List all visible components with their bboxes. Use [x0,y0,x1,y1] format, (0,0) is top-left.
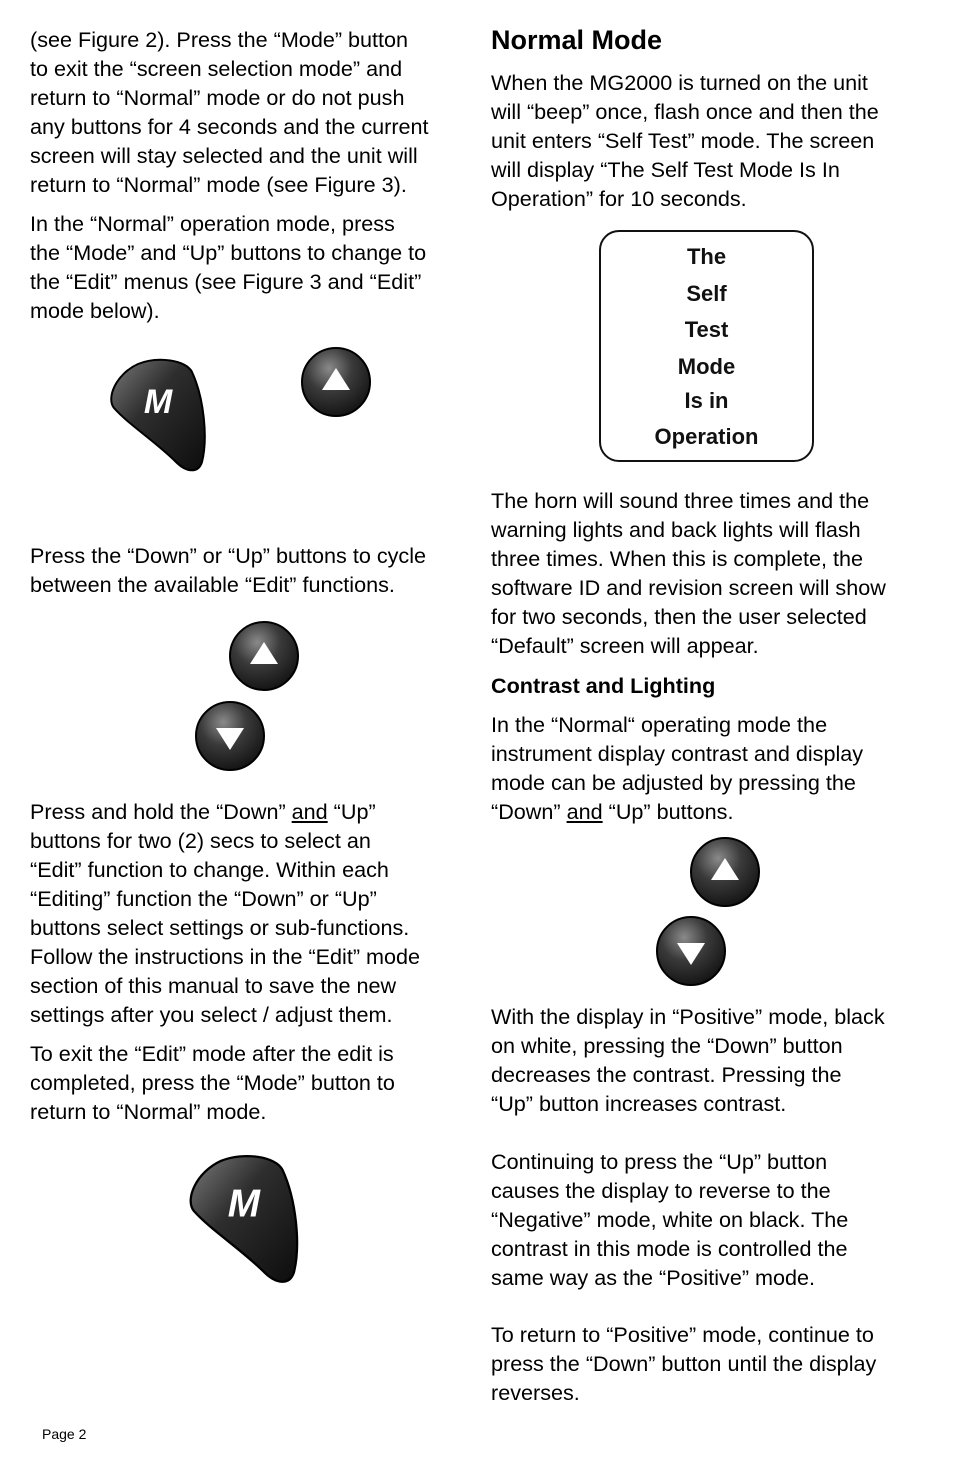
paragraph-screen-selection: (see Figure 2). Press the “Mode” button to exit the “screen selection mode” and return to “Normal” mode or do not push any buttons for 4 seconds and the current screen will stay selected and the unit will return to “Normal” mode (see Figure 3). [30,27,429,197]
paragraph-cycle-edit: Press the “Down” or “Up” buttons to cycle between the available “Edit” functions. [30,543,427,597]
paragraph-negative-mode: Continuing to press the “Up” button causes the display to reverse to the “Negative” mode, white on black. The contrast in this mode is controlled the same way as the “Positive” mode. [491,1149,849,1290]
up-button-icon [228,620,300,692]
mode-letter: M [143,383,173,421]
paragraph-exit-edit: To exit the “Edit” mode after the edit is completed, press the “Mode” button to return to “Normal” mode. [30,1041,395,1124]
section-heading: Normal Mode [491,25,663,55]
paragraph-horn: The horn will sound three times and the warning lights and back lights will flash three times. When this is complete, the software ID and revision screen will show for two seconds, then the user selected “Default” screen will appear. [491,488,886,658]
down-button-icon [655,915,727,987]
up-button-icon [689,836,761,908]
mode-button-icon [186,1154,304,1286]
mode-letter: M [227,1182,260,1226]
mode-button-icon [108,358,210,474]
up-button-icon [300,346,372,418]
paragraph-press-hold: Press and hold the “Down” and “Up” buttons for two (2) secs to select an “Edit” function to change. Within each “Editing” function the “Down” or “Up” buttons select settings or sub-functions. Follow the instructions in the “Edit” mode section of this manual to save the new settings after you select / adjust them. [30,799,421,1027]
paragraph-contrast: In the “Normal“ operating mode the instrument display contrast and display mode can be adjusted by pressing the “Down” and “Up” buttons. [491,712,864,824]
paragraph-return-positive: To return to “Positive” mode, continue to press the “Down” button until the display reverses. [491,1322,877,1405]
paragraph-edit-menus: In the “Normal” operation mode, press the “Mode” and “Up” buttons to change to the “Edit” menus (see Figure 3 and “Edit” mode below). [30,211,427,323]
paragraph-positive-mode: With the display in “Positive” mode, black on white, pressing the “Down” button decreases the contrast. Pressing the “Up” button increases contrast. [491,1004,885,1116]
down-button-icon [194,700,266,772]
self-test-display: The Self Test Mode Is in Operation [599,230,814,462]
subheading-contrast: Contrast and Lighting [491,673,716,698]
paragraph-power-on: When the MG2000 is turned on the unit will “beep” once, flash once and then the unit enters “Self Test” mode. The screen will display “The Self Test Mode Is In Operation” for 10 seconds. [491,70,879,211]
page-number: Page 2 [42,1426,87,1442]
